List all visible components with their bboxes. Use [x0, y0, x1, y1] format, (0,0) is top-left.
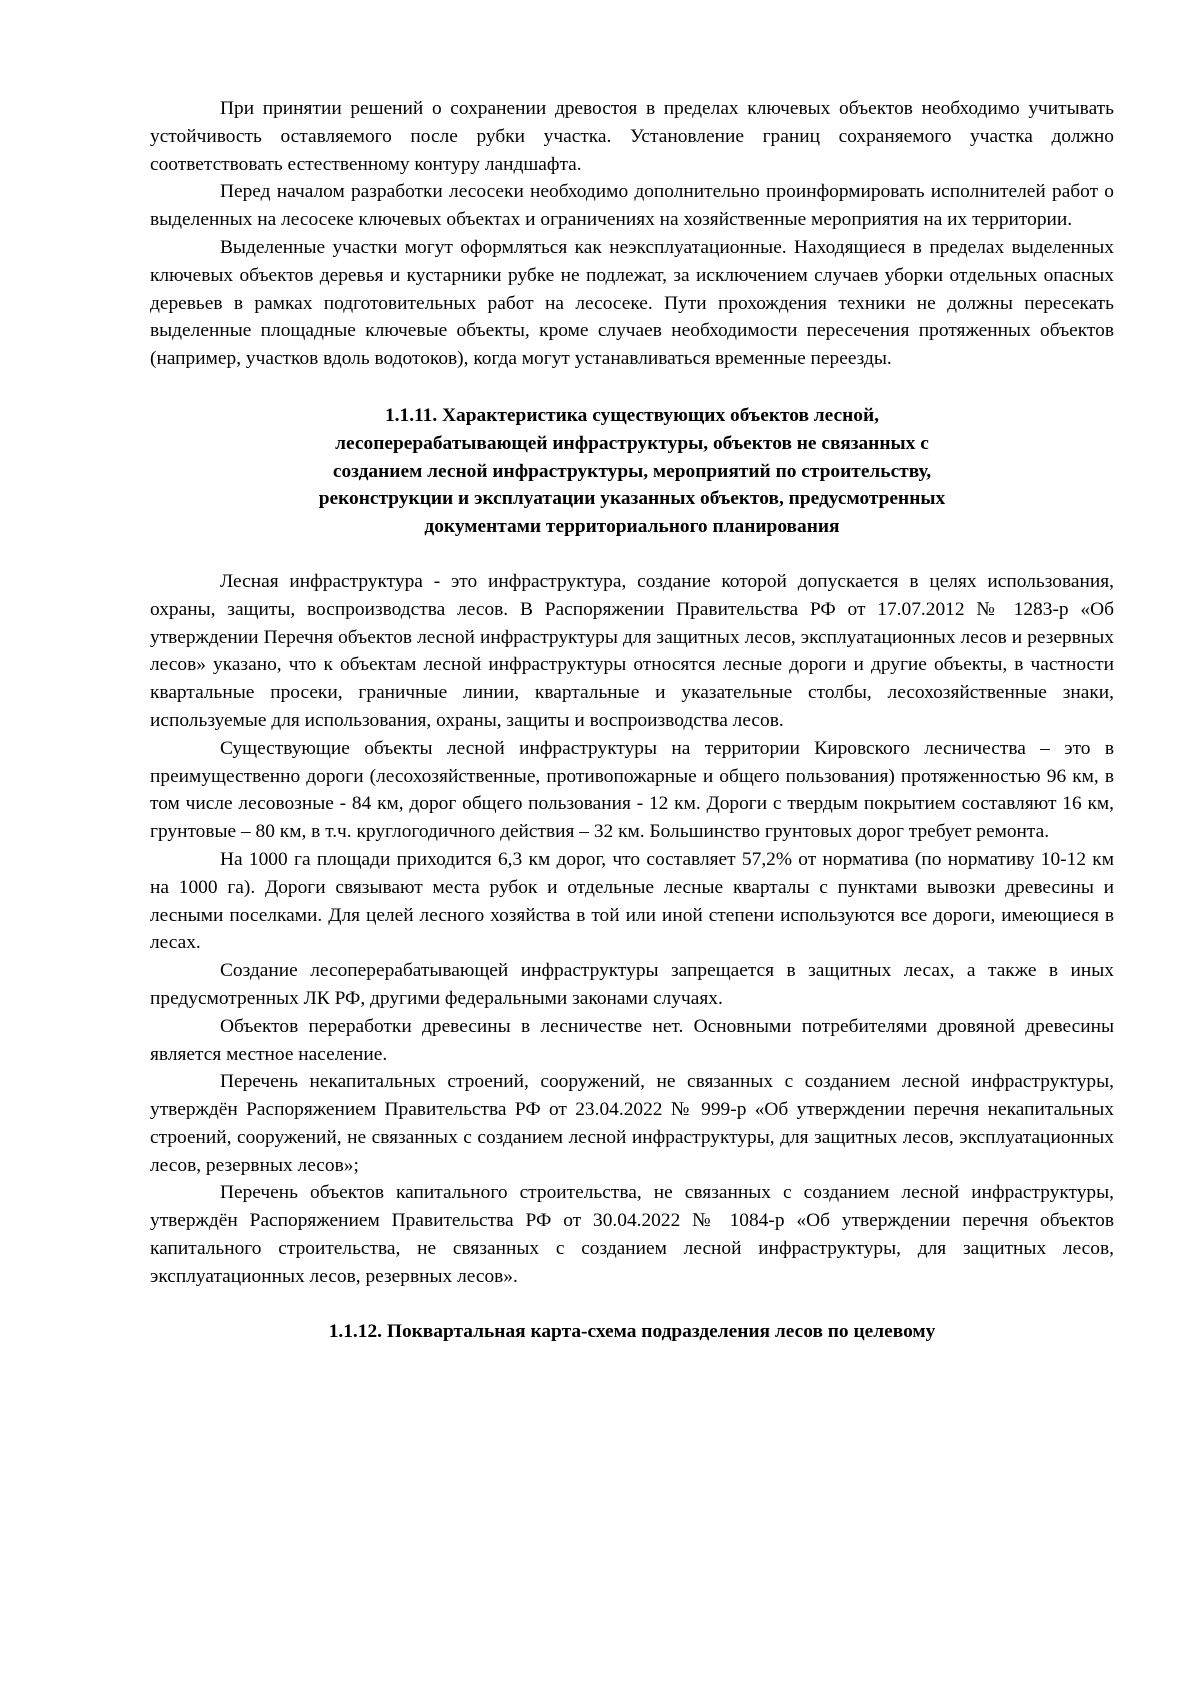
heading-line: документами территориального планирования	[424, 516, 840, 538]
section-heading-1-1-12: 1.1.12. Поквартальная карта-схема подразделения лесов по целевому	[328, 1320, 936, 1342]
heading-line: 1.1.11. Характеристика существующих объектов лесной,	[384, 404, 880, 426]
paragraph-forest-infrastructure-definition: Лесная инфраструктура - это инфраструктура, создание которой допускается в целях использования, охраны, защиты, воспроизводства лесов. В Распоряжении Правительства РФ от 17.07.2012 № 1283-р «Об утверждении Перечня объектов лесной инфраструктуры для защитных лесов, эксплуатационных лесов и резервных лесов» указано, что к объектам лесной инфраструктуры относятся лесные дороги и другие объекты, в частности квартальные просеки, граничные линии, квартальные и указательные столбы, лесохозяйственные знаки, используемые для использования, охраны, защиты и воспроизводства лесов.	[150, 570, 1114, 731]
paragraph-inform-contractors: Перед началом разработки лесосеки необходимо дополнительно проинформировать исполнителей работ о выделенных на лесосеке ключевых объектах и ограничениях на хозяйственные мероприятия на их территории.	[150, 181, 1114, 231]
heading-line: созданием лесной инфраструктуры, мероприятий по строительству,	[332, 460, 932, 482]
paragraph-non-exploitation-plots: Выделенные участки могут оформляться как неэксплуатационные. Находящиеся в пределах выделенных ключевых объектов деревья и кустарники рубке не подлежат, за исключением случаев уборки отдельных опасных деревьев в рамках подготовительных работ на лесосеке. Пути прохождения техники не должны пересекать выделенные площадные ключевые объекты, кроме случаев необходимости пересечения протяженных объектов (например, участков вдоль водотоков), когда могут устанавливаться временные переезды.	[150, 236, 1114, 370]
paragraph-capital-construction-list: Перечень объектов капитального строительства, не связанных с созданием лесной инфраструктуры, утверждён Распоряжением Правительства РФ от 30.04.2022 № 1084-р «Об утверждении перечня объектов капитального строительства, не связанных с созданием лесной инфраструктуры, для защитных лесов, эксплуатационных лесов, резервных лесов».	[150, 1182, 1114, 1287]
section-heading-1-1-11	[150, 402, 1114, 541]
paragraph-road-density: На 1000 га площади приходится 6,3 км дорог, что составляет 57,2% от норматива (по нормативу 10-12 км на 1000 га). Дороги связывают места рубок и отдельные лесные кварталы с пунктами вывозки древесины и лесными поселками. Для целей лесного хозяйства в той или иной степени используются все дороги, имеющиеся в лесах.	[150, 848, 1114, 954]
heading-line: реконструкции и эксплуатации указанных объектов, предусмотренных	[318, 488, 946, 510]
heading-line: лесоперерабатывающей инфраструктуры, объектов не связанных с	[335, 432, 929, 454]
paragraph-existing-roads: Существующие объекты лесной инфраструктуры на территории Кировского лесничества – это в преимущественно дороги (лесохозяйственные, противопожарные и общего пользования) протяженностью 96 км, в том числе лесовозные - 84 км, дорог общего пользования - 12 км. Дороги с твердым покрытием составляют 16 км, грунтовые – 80 км, в т.ч. круглогодичного действия – 32 км. Большинство грунтовых дорог требует ремонта.	[150, 737, 1114, 843]
paragraph-non-capital-structures-list: Перечень некапитальных строений, сооружений, не связанных с созданием лесной инфраструктуры, утверждён Распоряжением Правительства РФ от 23.04.2022 № 999-р «Об утверждении перечня некапитальных строений, сооружений, не связанных с созданием лесной инфраструктуры, для защитных лесов, эксплуатационных лесов, резервных лесов»;	[150, 1071, 1114, 1176]
paragraph-processing-infrastructure-ban: Создание лесоперерабатывающей инфраструктуры запрещается в защитных лесах, а также в иных предусмотренных ЛК РФ, другими федеральными законами случаях.	[150, 960, 1114, 1009]
paragraph-key-objects-stability: При принятии решений о сохранении древостоя в пределах ключевых объектов необходимо учитывать устойчивость оставляемого после рубки участка. Установление границ сохраняемого участка должно соответствовать естественному контуру ландшафта.	[150, 98, 1114, 175]
document-page	[150, 95, 1114, 1345]
paragraph-wood-processing-absence: Объектов переработки древесины в лесничестве нет. Основными потребителями дровяной древесины является местное население.	[150, 1015, 1114, 1065]
